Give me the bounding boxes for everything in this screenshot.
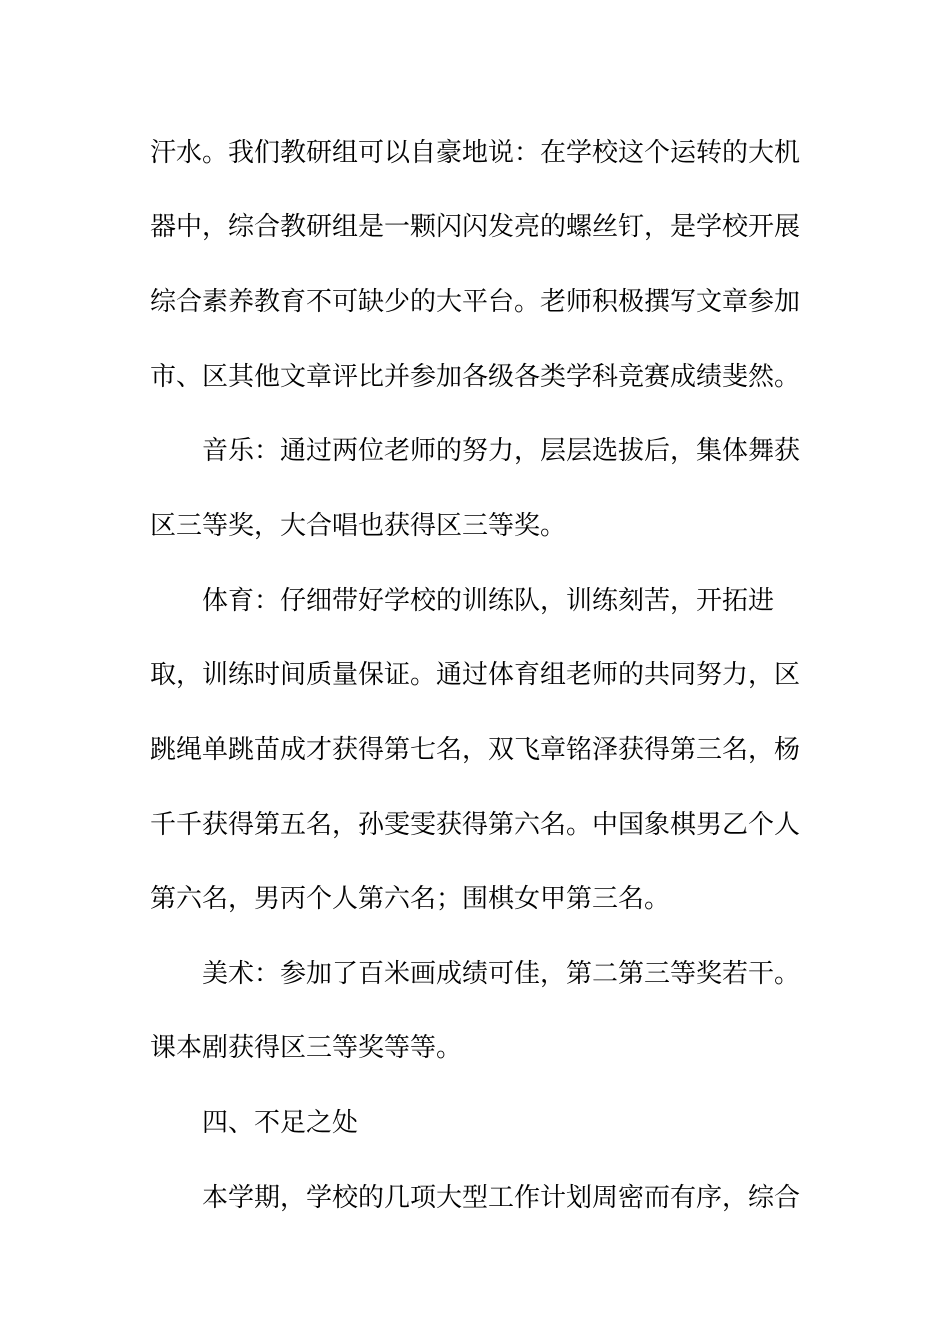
paragraph-line: 课本剧获得区三等奖等等。 (150, 1033, 463, 1063)
paragraph-line: 区三等奖，大合唱也获得区三等奖。 (150, 511, 567, 541)
paragraph-line: 本学期，学校的几项大型工作计划周密而有序，综合 (202, 1183, 801, 1213)
paragraph-line: 千千获得第五名，孙雯雯获得第六名。中国象棋男乙个人 (150, 810, 801, 840)
paragraph-line: 第六名，男丙个人第六名；围棋女甲第三名。 (150, 884, 671, 914)
paragraph-line-music: 音乐：通过两位老师的努力，层层选拔后，集体舞获 (202, 436, 801, 466)
paragraph-line-sports: 体育：仔细带好学校的训练队，训练刻苦，开拓进 (202, 586, 775, 616)
paragraph-line-art: 美术：参加了百米画成绩可佳，第二第三等奖若干。 (202, 959, 801, 989)
paragraph-line: 跳绳单跳苗成才获得第七名，双飞章铭泽获得第三名，杨 (150, 735, 801, 765)
paragraph-line: 综合素养教育不可缺少的大平台。老师积极撰写文章参加 (150, 287, 801, 317)
paragraph-line: 市、区其他文章评比并参加各级各类学科竞赛成绩斐然。 (150, 362, 801, 392)
section-heading: 四、不足之处 (202, 1108, 359, 1138)
paragraph-line: 汗水。我们教研组可以自豪地说：在学校这个运转的大机 (150, 138, 801, 168)
paragraph-line: 取，训练时间质量保证。通过体育组老师的共同努力，区 (150, 660, 801, 690)
paragraph-line: 器中，综合教研组是一颗闪闪发亮的螺丝钉，是学校开展 (150, 212, 801, 242)
